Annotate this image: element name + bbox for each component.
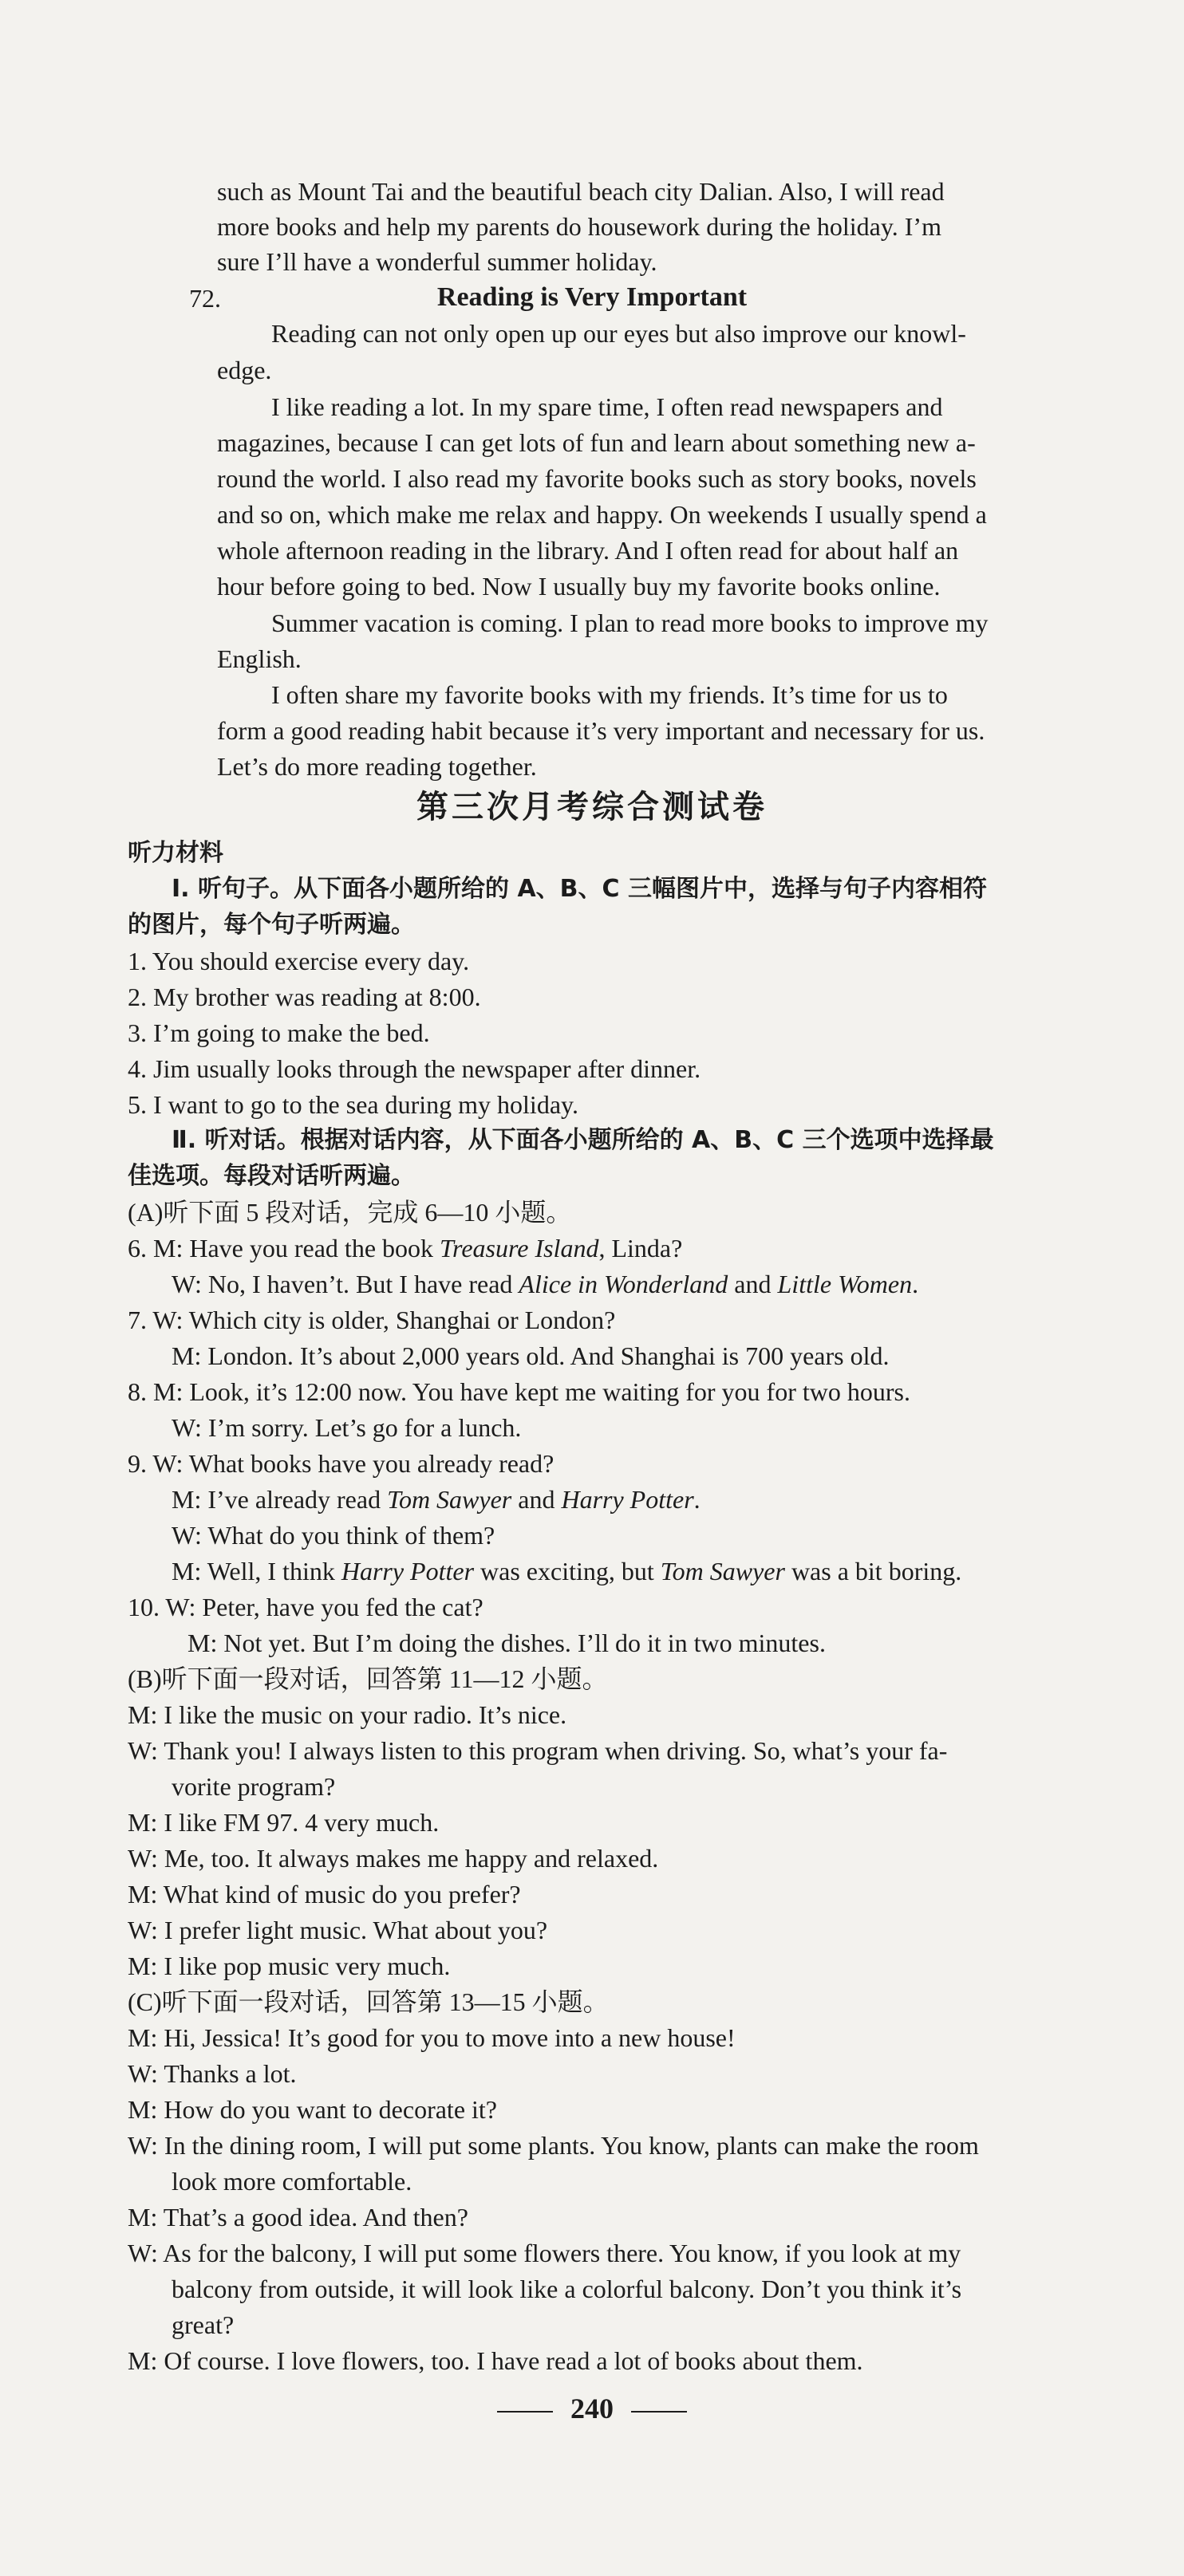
dialogue-text: , Linda? [598, 1234, 683, 1262]
essay-line: sure I’ll have a wonderful summer holiday. [217, 247, 657, 276]
essay-line: Let’s do more reading together. [217, 752, 537, 781]
essay-line: round the world. I also read my favorite books such as story books, novels [217, 464, 977, 493]
dialogue-line: 7. W: Which city is older, Shanghai or London? [128, 1306, 616, 1334]
dialogue-text: and [728, 1270, 778, 1298]
subsection-heading: (B)听下面一段对话，回答第 11—12 小题。 [128, 1664, 608, 1693]
essay-title: Reading is Very Important [436, 282, 748, 312]
dialogue-line: W: As for the balcony, I will put some flowers there. You know, if you look at my [128, 2239, 961, 2267]
list-item: 4. Jim usually looks through the newspaper after dinner. [128, 1054, 701, 1083]
essay-line: magazines, because I can get lots of fun and learn about something new a- [217, 428, 976, 457]
dialogue-line: W: Thanks a lot. [128, 2059, 297, 2088]
dialogue-line: M: I like the music on your radio. It’s nice. [128, 1700, 567, 1729]
dialogue-line: 8. M: Look, it’s 12:00 now. You have kept me waiting for you for two hours. [128, 1377, 910, 1406]
dialogue-line: M: Of course. I love flowers, too. I have read a lot of books about them. [128, 2346, 863, 2375]
dialogue-text: 6. M: Have you read the book [128, 1234, 440, 1262]
dialogue-text: M: Well, I think [172, 1557, 341, 1585]
essay-line: English. [217, 644, 302, 673]
dialogue-line: W: Thank you! I always listen to this program when driving. So, what’s your fa- [128, 1736, 948, 1765]
dialogue-line: great? [172, 2310, 235, 2339]
part1-heading: Ⅰ. 听句子。从下面各小题所给的 A、B、C 三幅图片中，选择与句子内容相符 [172, 875, 987, 903]
list-item: 5. I want to go to the sea during my holiday. [128, 1090, 578, 1119]
dialogue-line [172, 1554, 961, 1589]
book-title: Treasure Island [440, 1234, 599, 1262]
dialogue-line: W: I prefer light music. What about you? [128, 1916, 548, 1944]
part2-heading: 佳选项。每段对话听两遍。 [128, 1162, 415, 1190]
subsection-heading: (C)听下面一段对话，回答第 13—15 小题。 [128, 1987, 609, 2016]
dialogue-line: W: Me, too. It always makes me happy and relaxed. [128, 1844, 659, 1873]
listening-label: 听力材料 [128, 839, 223, 867]
footer-dash [497, 2411, 553, 2413]
dialogue-text: W: No, I haven’t. But I have read [172, 1270, 519, 1298]
dialogue-line: M: Not yet. But I’m doing the dishes. I’ll do it in two minutes. [187, 1629, 826, 1657]
dialogue-line: vorite program? [172, 1772, 336, 1801]
essay-line: hour before going to bed. Now I usually buy my favorite books online. [217, 572, 941, 601]
essay-line: I often share my favorite books with my friends. It’s time for us to [271, 680, 948, 709]
dialogue-line: look more comfortable. [172, 2167, 412, 2196]
part1-heading: 的图片，每个句子听两遍。 [128, 911, 415, 939]
dialogue-line: M: Hi, Jessica! It’s good for you to move into a new house! [128, 2023, 736, 2052]
subsection-heading: (A)听下面 5 段对话，完成 6—10 小题。 [128, 1198, 572, 1227]
dialogue-text: M: I’ve already read [172, 1485, 388, 1514]
list-item: 2. My brother was reading at 8:00. [128, 983, 481, 1011]
essay-line: and so on, which make me relax and happy. On weekends I usually spend a [217, 500, 987, 529]
dialogue-line: M: How do you want to decorate it? [128, 2095, 497, 2124]
essay-line: I like reading a lot. In my spare time, I often read newspapers and [271, 392, 943, 421]
page-number-text: 240 [570, 2393, 614, 2424]
dialogue-line: 10. W: Peter, have you fed the cat? [128, 1593, 483, 1621]
dialogue-line: M: London. It’s about 2,000 years old. And Shanghai is 700 years old. [172, 1341, 890, 1370]
dialogue-line: M: That’s a good idea. And then? [128, 2203, 468, 2231]
list-item: 3. I’m going to make the bed. [128, 1018, 430, 1047]
dialogue-line: balcony from outside, it will look like a colorful balcony. Don’t you think it’s [172, 2275, 962, 2303]
essay-line: such as Mount Tai and the beautiful beach city Dalian. Also, I will read [217, 177, 945, 206]
dialogue-line [128, 1231, 682, 1266]
book-title: Alice in Wonderland [519, 1270, 728, 1298]
dialogue-line: M: I like FM 97. 4 very much. [128, 1808, 440, 1837]
book-title: Harry Potter [561, 1485, 694, 1514]
dialogue-line: W: What do you think of them? [172, 1521, 495, 1550]
section-title: 第三次月考综合测试卷 [416, 788, 768, 825]
dialogue-line [172, 1482, 701, 1517]
list-item: 1. You should exercise every day. [128, 947, 470, 975]
dialogue-line: W: In the dining room, I will put some plants. You know, plants can make the room [128, 2131, 979, 2160]
dialogue-line: 9. W: What books have you already read? [128, 1449, 555, 1478]
essay-line: form a good reading habit because it’s very important and necessary for us. [217, 716, 985, 745]
question-number: 72. [189, 284, 221, 313]
page-number [0, 2389, 1184, 2428]
dialogue-text: . [693, 1485, 701, 1514]
book-title: Tom Sawyer [660, 1557, 785, 1585]
essay-line: Reading can not only open up our eyes but also improve our knowl- [271, 319, 966, 348]
dialogue-text: . [912, 1270, 919, 1298]
book-title: Tom Sawyer [387, 1485, 512, 1514]
essay-line: edge. [217, 356, 272, 384]
dialogue-line [172, 1266, 918, 1302]
dialogue-text: was exciting, but [474, 1557, 661, 1585]
book-title: Little Women [777, 1270, 913, 1298]
book-title: Harry Potter [341, 1557, 475, 1585]
footer-dash [631, 2411, 687, 2413]
dialogue-line: M: What kind of music do you prefer? [128, 1880, 521, 1908]
essay-line: more books and help my parents do housework during the holiday. I’m [217, 212, 941, 241]
dialogue-text: and [511, 1485, 562, 1514]
essay-line: Summer vacation is coming. I plan to read more books to improve my [271, 609, 989, 637]
dialogue-line: M: I like pop music very much. [128, 1952, 451, 1980]
part2-heading: Ⅱ. 听对话。根据对话内容，从下面各小题所给的 A、B、C 三个选项中选择最 [172, 1126, 994, 1154]
essay-line: whole afternoon reading in the library. And I often read for about half an [217, 536, 959, 565]
dialogue-line: W: I’m sorry. Let’s go for a lunch. [172, 1413, 522, 1442]
dialogue-text: was a bit boring. [784, 1557, 962, 1585]
